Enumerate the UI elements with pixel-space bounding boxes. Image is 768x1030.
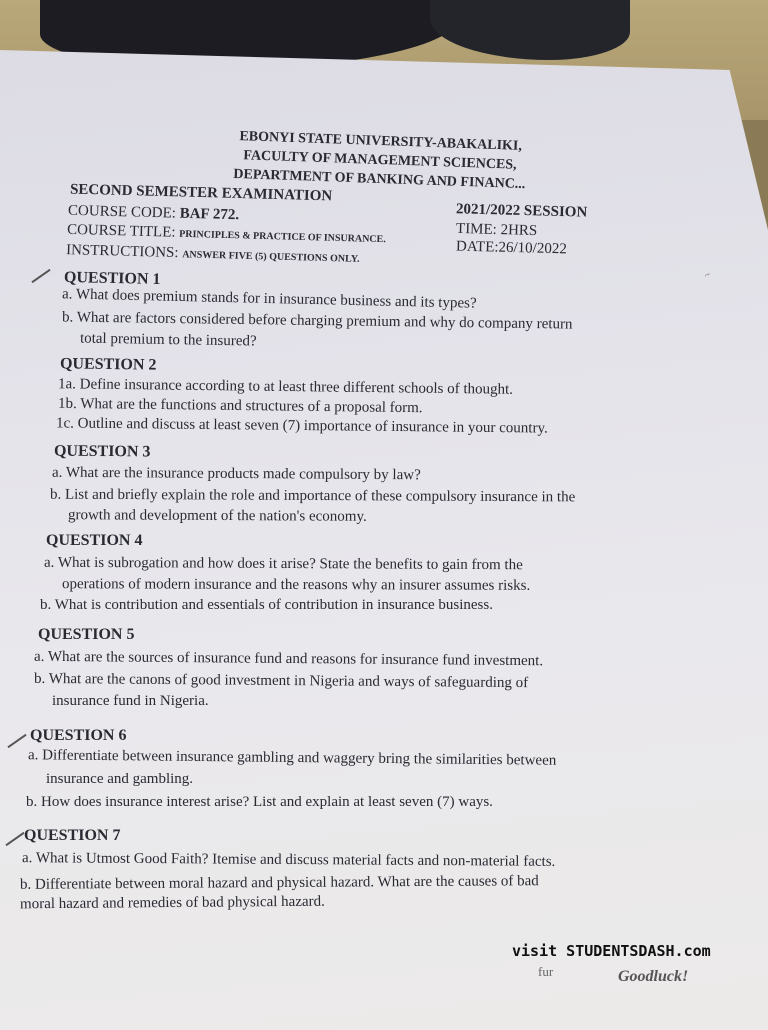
question-4-line-a-cont: operations of modern insurance and the reasons why an insurer assumes risks. bbox=[61, 576, 531, 594]
question-7-line-b: b. Differentiate between moral hazard and physical hazard. What are the causes of bad bbox=[19, 873, 539, 893]
question-4-title: QUESTION 4 bbox=[46, 532, 143, 549]
handwritten-scribble: fur bbox=[538, 964, 554, 979]
question-2-title: QUESTION 2 bbox=[59, 355, 157, 374]
course-code-row bbox=[68, 203, 240, 223]
question-1-title: QUESTION 1 bbox=[63, 268, 161, 289]
course-title: PRINCIPLES & PRACTICE OF INSURANCE. bbox=[179, 228, 386, 246]
exam-date: DATE:26/10/2022 bbox=[455, 238, 568, 258]
question-3-line-b: b. List and briefly explain the role and importance of these compulsory insurance in the bbox=[49, 486, 576, 506]
margin-scribble: ~ bbox=[702, 269, 713, 282]
question-2-line-1a: 1a. Define insurance according to at least three different schools of thought. bbox=[57, 376, 514, 398]
question-3-title: QUESTION 3 bbox=[53, 442, 151, 461]
question-5-line-b: b. What are the canons of good investment in Nigeria and ways of safeguarding of bbox=[33, 670, 529, 692]
course-code-label: COURSE CODE: bbox=[67, 202, 177, 222]
university-name: EBONYI STATE UNIVERSITY-ABAKALIKI, bbox=[239, 129, 523, 154]
pen-tick-mark-2 bbox=[7, 734, 26, 748]
question-5-line-a: a. What are the sources of insurance fund and reasons for insurance fund investment. bbox=[33, 648, 544, 670]
question-6-line-b: b. How does insurance interest arise? List and explain at least seven (7) ways. bbox=[26, 794, 493, 810]
question-2-line-1b: 1b. What are the functions and structures of a proposal form. bbox=[57, 395, 423, 417]
question-1-line-a: a. What does premium stands for in insurance business and its types? bbox=[61, 286, 477, 312]
pen-tick-mark-3 bbox=[5, 832, 24, 846]
question-1-line-c: total premium to the insured? bbox=[79, 330, 257, 350]
faculty-name: FACULTY OF MANAGEMENT SCIENCES, bbox=[243, 148, 517, 173]
course-code: BAF 272. bbox=[179, 205, 240, 224]
instructions-text: ANSWER FIVE (5) QUESTIONS ONLY. bbox=[182, 249, 360, 265]
question-5-title: QUESTION 5 bbox=[38, 626, 135, 643]
question-3-line-c: growth and development of the nation's economy. bbox=[67, 507, 367, 525]
question-1-line-b: b. What are factors considered before charging premium and why do company return bbox=[61, 309, 573, 333]
question-2-line-1c: 1c. Outline and discuss at least seven (7) importance of insurance in your country. bbox=[55, 415, 548, 437]
question-7-line-a: a. What is Utmost Good Faith? Itemise and discuss material facts and non-material facts. bbox=[21, 850, 556, 870]
exam-title: SECOND SEMESTER EXAMINATION bbox=[69, 181, 333, 205]
question-7-line-b-cont: moral hazard and remedies of bad physical hazard. bbox=[19, 893, 325, 913]
question-4-line-b: b. What is contribution and essentials of contribution in insurance business. bbox=[40, 597, 493, 613]
goodluck-text: Goodluck! bbox=[618, 968, 689, 985]
question-6-line-a: a. Differentiate between insurance gambling and waggery bring the similarities between bbox=[27, 747, 557, 769]
department-name: DEPARTMENT OF BANKING AND FINANC... bbox=[233, 166, 526, 193]
exam-session: 2021/2022 SESSION bbox=[455, 201, 588, 221]
course-title-label: COURSE TITLE: bbox=[66, 221, 176, 241]
pen-tick-mark bbox=[31, 269, 50, 283]
question-7-title: QUESTION 7 bbox=[24, 827, 121, 844]
exam-time: TIME: 2HRS bbox=[455, 220, 538, 240]
question-3-line-a: a. What are the insurance products made compulsory by law? bbox=[51, 464, 421, 484]
question-6-line-a-cont: insurance and gambling. bbox=[46, 771, 194, 787]
watermark-visit: visit STUDENTSDASH.com bbox=[512, 942, 711, 960]
question-4-line-a: a. What is subrogation and how does it arise? State the benefits to gain from the bbox=[43, 554, 523, 574]
question-6-title: QUESTION 6 bbox=[30, 727, 127, 744]
instructions-label: INSTRUCTIONS: bbox=[65, 242, 179, 262]
question-5-line-c: insurance fund in Nigeria. bbox=[52, 693, 209, 709]
